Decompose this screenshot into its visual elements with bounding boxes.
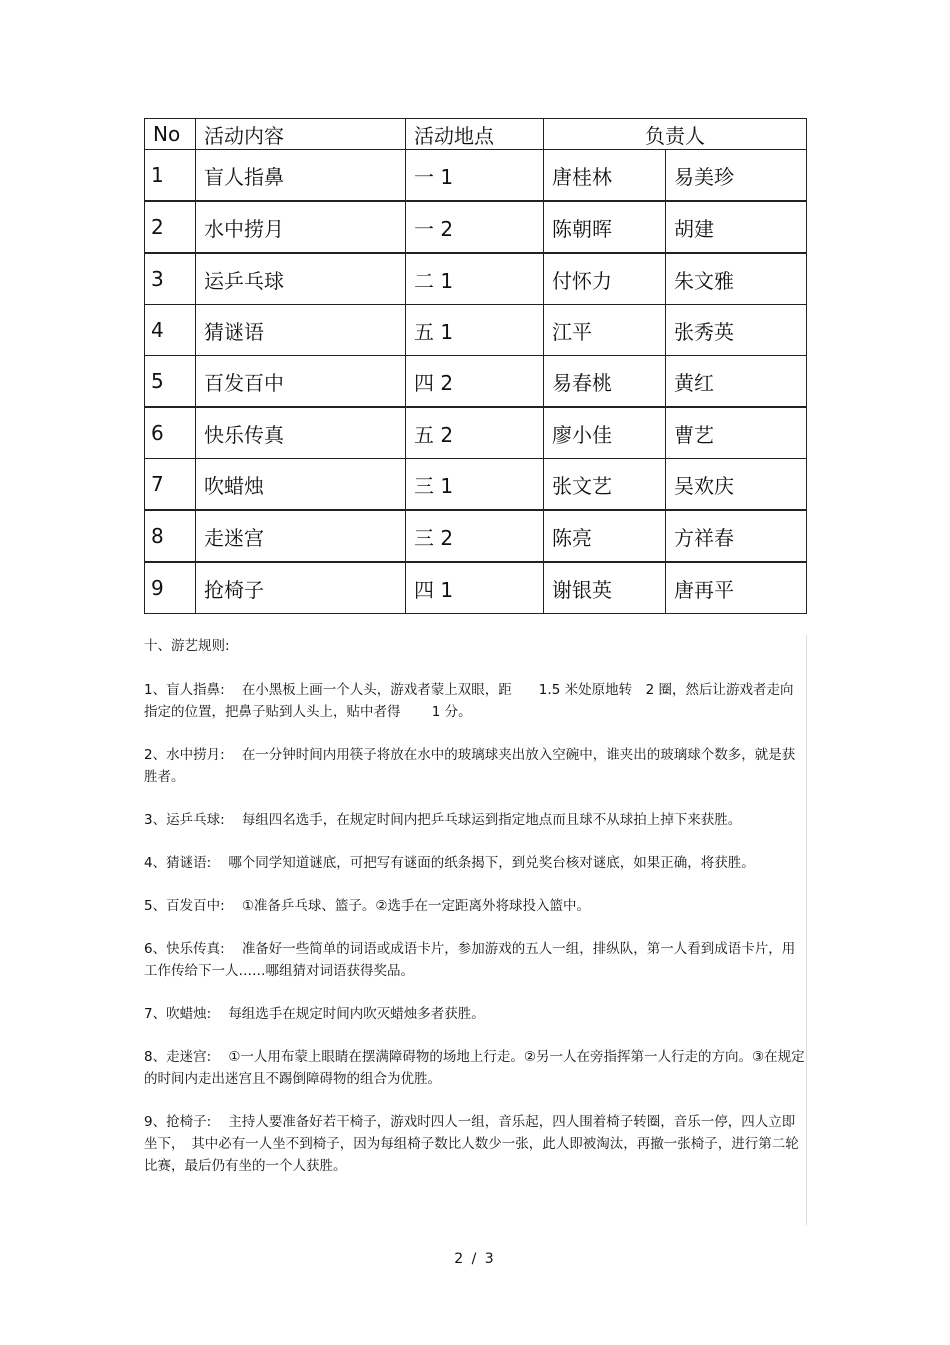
margin-line <box>806 635 807 1225</box>
cell-activity: 走迷宫 <box>196 510 406 562</box>
table-row <box>145 510 807 562</box>
header-person-in-charge: 负责人 <box>544 119 807 150</box>
cell-no: 4 <box>145 305 196 356</box>
cell-activity: 运乒乓球 <box>196 253 406 305</box>
table-row <box>145 150 807 202</box>
rule-name: 2、水中捞月: <box>144 747 225 763</box>
cell-no: 5 <box>145 356 196 408</box>
cell-person-2: 黄红 <box>666 356 807 408</box>
rule-name: 5、百发百中: <box>144 898 225 914</box>
cell-person-2: 方祥春 <box>666 510 807 562</box>
cell-person-2: 易美珍 <box>666 150 807 202</box>
cell-location: 四 2 <box>406 356 544 408</box>
rule-name: 3、运乒乓球: <box>144 812 225 828</box>
cell-person-2: 胡建 <box>666 201 807 253</box>
rule-name: 1、盲人指鼻: <box>144 682 225 698</box>
cell-activity: 猜谜语 <box>196 305 406 356</box>
header-no: No <box>145 119 196 150</box>
cell-no: 9 <box>145 562 196 614</box>
cell-activity: 快乐传真 <box>196 407 406 459</box>
cell-no: 7 <box>145 459 196 511</box>
cell-person-1: 廖小佳 <box>544 407 666 459</box>
rule-text: 准备好一些简单的词语或成语卡片，参加游戏的五人一组，排纵队，第一人看到成语卡片，用工作传给下一人……哪组猜对词语获得奖品。 <box>144 941 796 979</box>
table-header-row <box>145 119 807 150</box>
cell-person-1: 易春桃 <box>544 356 666 408</box>
cell-person-1: 张文艺 <box>544 459 666 511</box>
cell-location: 四 1 <box>406 562 544 614</box>
cell-no: 6 <box>145 407 196 459</box>
cell-location: 一 2 <box>406 201 544 253</box>
cell-no: 8 <box>145 510 196 562</box>
table-row <box>145 459 807 511</box>
cell-location: 五 2 <box>406 407 544 459</box>
cell-activity: 抢椅子 <box>196 562 406 614</box>
cell-activity: 百发百中 <box>196 356 406 408</box>
rule-item <box>144 1003 806 1025</box>
rules-heading: 十、游艺规则: <box>144 638 230 654</box>
cell-location: 五 1 <box>406 305 544 356</box>
cell-person-1: 江平 <box>544 305 666 356</box>
table-row <box>145 305 807 356</box>
cell-person-1: 谢银英 <box>544 562 666 614</box>
rule-text: 每组选手在规定时间内吹灭蜡烛多者获胜。 <box>228 1006 485 1022</box>
rule-item <box>144 938 806 982</box>
cell-activity: 吹蜡烛 <box>196 459 406 511</box>
cell-activity: 水中捞月 <box>196 201 406 253</box>
cell-location: 二 1 <box>406 253 544 305</box>
rule-text: 在一分钟时间内用筷子将放在水中的玻璃球夹出放入空碗中，谁夹出的玻璃球个数多，就是获胜者。 <box>144 747 796 785</box>
table-row <box>145 407 807 459</box>
cell-no: 1 <box>145 150 196 202</box>
rule-item <box>144 895 806 917</box>
rule-item <box>144 1111 806 1177</box>
cell-person-1: 唐桂林 <box>544 150 666 202</box>
rule-name: 7、吹蜡烛: <box>144 1006 212 1022</box>
game-rules-section <box>144 635 806 1198</box>
rule-text: ①准备乒乓球、篮子。②选手在一定距离外将球投入篮中。 <box>241 898 591 914</box>
page-number: 2 / 3 <box>454 1251 496 1267</box>
cell-location: 三 1 <box>406 459 544 511</box>
rule-name: 6、快乐传真: <box>144 941 225 957</box>
cell-person-2: 张秀英 <box>666 305 807 356</box>
table-row <box>145 562 807 614</box>
rule-item <box>144 809 806 831</box>
cell-no: 2 <box>145 201 196 253</box>
cell-location: 三 2 <box>406 510 544 562</box>
table-row <box>145 253 807 305</box>
rule-item <box>144 852 806 874</box>
cell-person-2: 唐再平 <box>666 562 807 614</box>
rule-item <box>144 679 806 723</box>
rule-text: 主持人要准备好若干椅子，游戏时四人一组，音乐起，四人围着椅子转圈，音乐一停，四人立即坐下， 其中必有一人坐不到椅子，因为每组椅子数比人数少一张，此人即被淘汰，再撤一张椅子，进行第二轮比赛，最后仍有坐的一个人获胜。 <box>144 1114 799 1174</box>
rule-text: 每组四名选手，在规定时间内把乒乓球运到指定地点而且球不从球拍上掉下来获胜。 <box>241 812 742 828</box>
activity-table <box>144 118 807 614</box>
table-body <box>145 150 807 614</box>
cell-person-1: 付怀力 <box>544 253 666 305</box>
rule-name: 8、走迷宫: <box>144 1049 212 1065</box>
rule-item <box>144 1046 806 1090</box>
cell-person-2: 朱文雅 <box>666 253 807 305</box>
cell-person-1: 陈朝晖 <box>544 201 666 253</box>
rule-text: ①一人用布蒙上眼睛在摆满障碍物的场地上行走。②另一人在旁指挥第一人行走的方向。③在规定的时间内走出迷宫且不踢倒障碍物的组合为优胜。 <box>144 1049 805 1087</box>
cell-activity: 盲人指鼻 <box>196 150 406 202</box>
cell-person-2: 吴欢庆 <box>666 459 807 511</box>
table-row <box>145 201 807 253</box>
cell-person-1: 陈亮 <box>544 510 666 562</box>
cell-no: 3 <box>145 253 196 305</box>
rule-item <box>144 744 806 788</box>
header-activity-location: 活动地点 <box>406 119 544 150</box>
table-row <box>145 356 807 408</box>
rule-name: 4、猜谜语: <box>144 855 212 871</box>
rule-name: 9、抢椅子: <box>144 1114 212 1130</box>
rule-text: 在小黑板上画一个人头，游戏者蒙上双眼，距 1.5 米处原地转 2 圈，然后让游戏者走向指定的位置，把鼻子贴到人头上，贴中者得 1 分。 <box>144 682 794 720</box>
cell-location: 一 1 <box>406 150 544 202</box>
cell-person-2: 曹艺 <box>666 407 807 459</box>
header-activity-content: 活动内容 <box>196 119 406 150</box>
rule-text: 哪个同学知道谜底，可把写有谜面的纸条揭下，到兑奖台核对谜底，如果正确，将获胜。 <box>228 855 755 871</box>
